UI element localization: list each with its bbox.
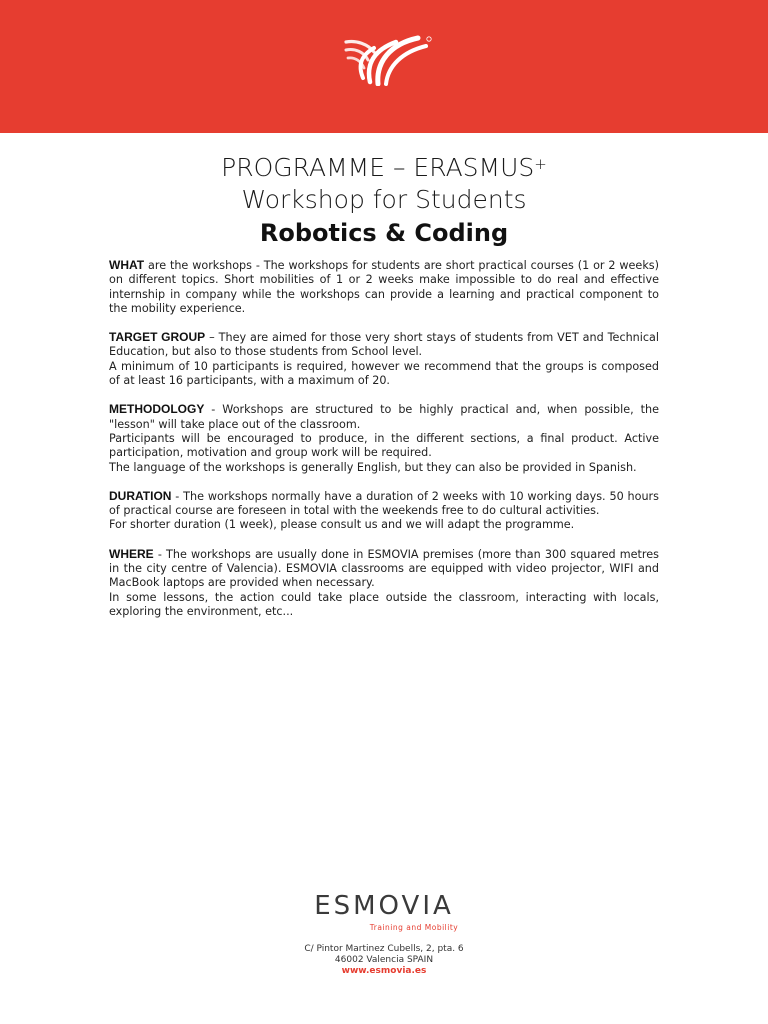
brand-logo-text: ESMOVIA — [314, 891, 454, 921]
section-text: Participants will be encouraged to produce, in the different sections, a final product. Active participation, motivation and group work will be required. — [109, 431, 659, 460]
section-what — [109, 258, 659, 316]
section-keyword: METHODOLOGY — [109, 402, 205, 417]
topic-title: Robotics & Coding — [259, 219, 509, 247]
section-keyword: WHERE — [109, 546, 154, 561]
section-duration — [109, 489, 659, 533]
section-text: A minimum of 10 participants is required, however we recommend that the groups is composed of at least 16 participants, with a maximum of 20. — [109, 359, 659, 388]
section-methodology — [109, 402, 659, 474]
erasmus-plus-mark: + — [534, 155, 547, 173]
section-text: The language of the workshops is generally English, but they can also be provided in Spanish. — [109, 460, 637, 474]
address-line-2: 46002 Valencia SPAIN — [334, 955, 434, 965]
address-line-1: C/ Pintor Martinez Cubells, 2, pta. 6 — [304, 944, 464, 954]
section-text: - Workshops are structured to be highly practical and, when possible, the "lesson" will take place out of the classroom. — [109, 403, 659, 431]
section-where — [109, 547, 659, 619]
title-block — [0, 148, 768, 250]
workshop-subtitle: Workshop for Students — [241, 185, 527, 214]
section-text: are the workshops - The workshops for students are short practical courses (1 or 2 weeks) on different topics. Short mobilities of 1 or 2 weeks make impossible to do real and effective internship in company while the workshops can provide a learning and practical component to the mobility experience. — [109, 259, 659, 315]
section-text: - The workshops are usually done in ESMOVIA premises (more than 300 squared metres in the city centre of Valencia). ESMOVIA classrooms are equipped with video projector, WIFI and MacBook laptops are provided when necessary. — [109, 547, 659, 590]
section-text: – They are aimed for those very short stays of students from VET and Technical Education, but also to those students from School level. — [109, 331, 659, 359]
section-text: In some lessons, the action could take place outside the classroom, interacting with locals, exploring the environment, etc... — [109, 590, 659, 618]
footer — [0, 890, 768, 977]
esmovia-wing-logo-icon — [340, 32, 436, 86]
section-target-group — [109, 330, 659, 388]
section-keyword: DURATION — [109, 488, 172, 503]
brand-tagline: Training and Mobility — [369, 923, 459, 932]
section-text: For shorter duration (1 week), please consult us and we will adapt the programme. — [109, 518, 575, 532]
section-keyword: WHAT — [109, 258, 145, 272]
section-text: - The workshops normally have a duration of 2 weeks with 10 working days. 50 hours of practical course are foreseen in total with the weekends free to do cultural activities. — [109, 489, 659, 518]
body-content — [109, 258, 659, 633]
header-band — [0, 0, 768, 133]
programme-title: PROGRAMME – ERASMUS+ — [221, 153, 547, 182]
section-keyword: TARGET GROUP — [109, 330, 206, 345]
website-link[interactable]: www.esmovia.es — [341, 966, 427, 976]
